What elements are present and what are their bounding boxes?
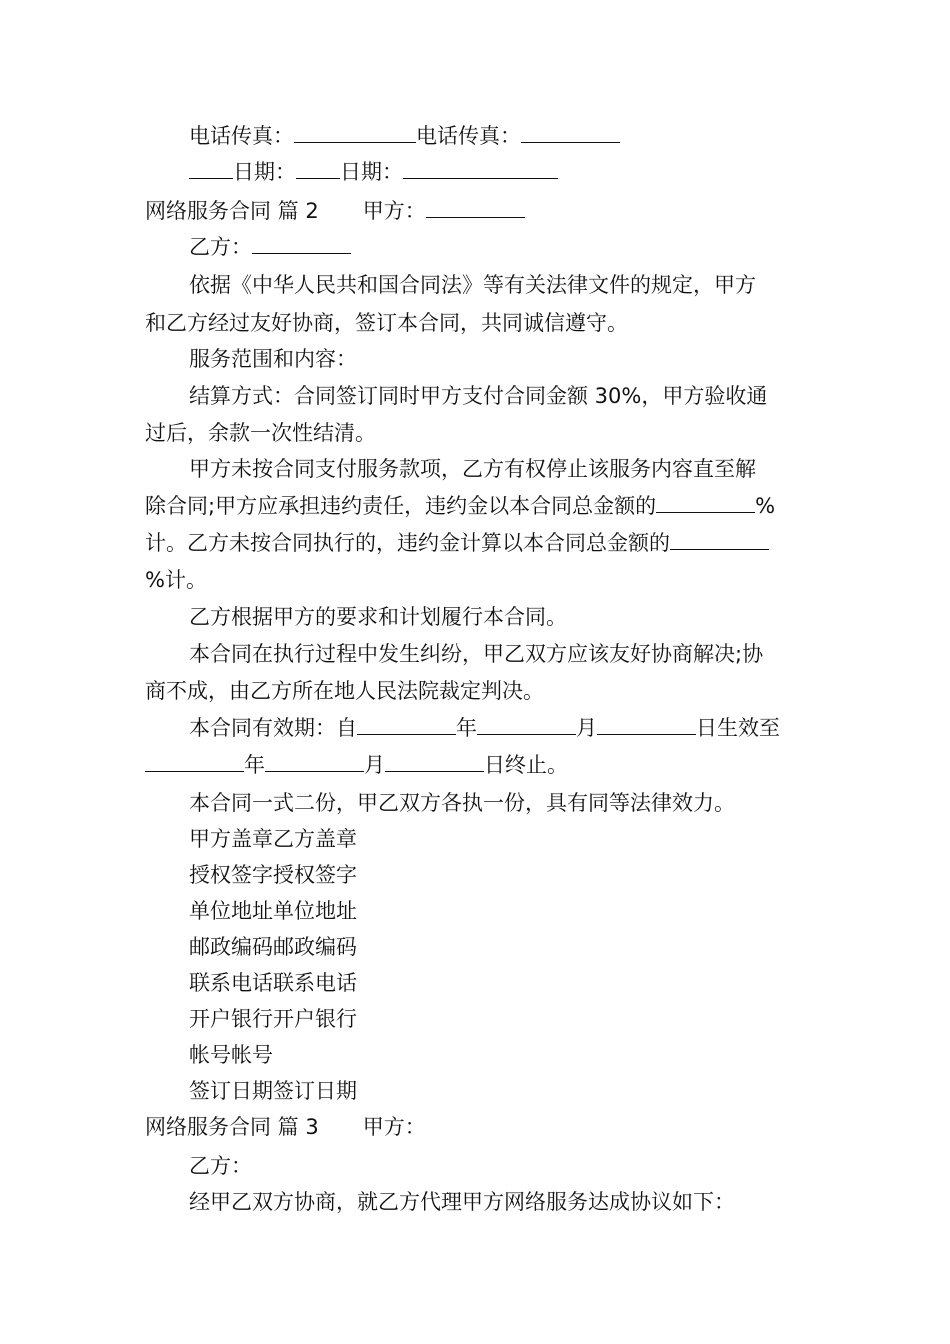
sign-row-seal: 甲方盖章乙方盖章 [189, 827, 357, 851]
blank [252, 235, 351, 254]
blank [597, 716, 696, 735]
paragraph-3-line-3: 计。乙方未按合同执行的，违约金计算以本合同总金额的 [145, 529, 815, 557]
section-3-heading [145, 1113, 815, 1141]
sign-row-phone: 联系电话联系电话 [189, 971, 357, 995]
paragraph-1-line-1: 依据《中华人民共和国合同法》等有关法律文件的规定，甲方 [189, 273, 756, 297]
blank [656, 494, 755, 513]
date-label-a: 日期： [233, 160, 296, 184]
blank [189, 160, 233, 179]
paragraph-7: 本合同一式二份，甲乙双方各执一份，具有同等法律效力。 [189, 791, 735, 815]
paragraph-8: 经甲乙双方协商，就乙方代理甲方网络服务达成协议如下： [189, 1190, 735, 1214]
blank [296, 160, 340, 179]
party-b-line [189, 233, 815, 261]
paragraph-3-line-4: %计。 [145, 568, 207, 592]
party-b-label: 乙方： [189, 1154, 252, 1178]
blank [477, 716, 576, 735]
date-line [189, 158, 815, 186]
paragraph-5-line-2: 商不成，由乙方所在地人民法院裁定判决。 [145, 679, 544, 703]
sign-row-address: 单位地址单位地址 [189, 899, 357, 923]
blank [670, 531, 769, 550]
paragraph-5-line-1: 本合同在执行过程中发生纠纷，甲乙双方应该友好协商解决;协 [189, 642, 764, 666]
paragraph-2-line-1: 结算方式：合同签订同时甲方支付合同金额 30%，甲方验收通 [189, 384, 768, 408]
party-a-label: 甲方： [362, 1115, 426, 1139]
validity-line-1: 本合同有效期：自 年 月 日生效至 [189, 716, 780, 740]
sign-row-account: 帐号帐号 [189, 1043, 273, 1067]
fax-line [189, 122, 815, 150]
fax-label-b: 电话传真： [416, 124, 521, 148]
party-a-label: 甲方： [362, 199, 426, 223]
section-2-heading [145, 197, 815, 225]
scope-heading: 服务范围和内容： [189, 347, 357, 371]
blank [294, 124, 416, 143]
sign-row-date: 签订日期签订日期 [189, 1079, 357, 1103]
paragraph-4: 乙方根据甲方的要求和计划履行本合同。 [189, 605, 567, 629]
blank [403, 160, 558, 179]
blank [521, 124, 620, 143]
party-b-label: 乙方： [189, 235, 252, 259]
blank [145, 753, 244, 772]
blank [357, 716, 456, 735]
section-title: 网络服务合同 篇 2 [145, 199, 319, 223]
section-title: 网络服务合同 篇 3 [145, 1115, 319, 1139]
blank [265, 753, 364, 772]
sign-row-postcode: 邮政编码邮政编码 [189, 935, 357, 959]
blank [385, 753, 484, 772]
sign-row-bank: 开户银行开户银行 [189, 1007, 357, 1031]
paragraph-3-line-1: 甲方未按合同支付服务款项，乙方有权停止该服务内容直至解 [189, 457, 756, 481]
fax-label-a: 电话传真： [189, 124, 294, 148]
paragraph-1-line-2: 和乙方经过友好协商，签订本合同，共同诚信遵守。 [145, 311, 628, 335]
sign-row-signature: 授权签字授权签字 [189, 863, 357, 887]
paragraph-2-line-2: 过后，余款一次性结清。 [145, 421, 376, 445]
validity-line-2: 年 月 日终止。 [145, 751, 815, 779]
blank [426, 199, 525, 218]
paragraph-3-line-2: 除合同;甲方应承担违约责任，违约金以本合同总金额的 % [145, 494, 776, 518]
date-label-b: 日期： [340, 160, 403, 184]
